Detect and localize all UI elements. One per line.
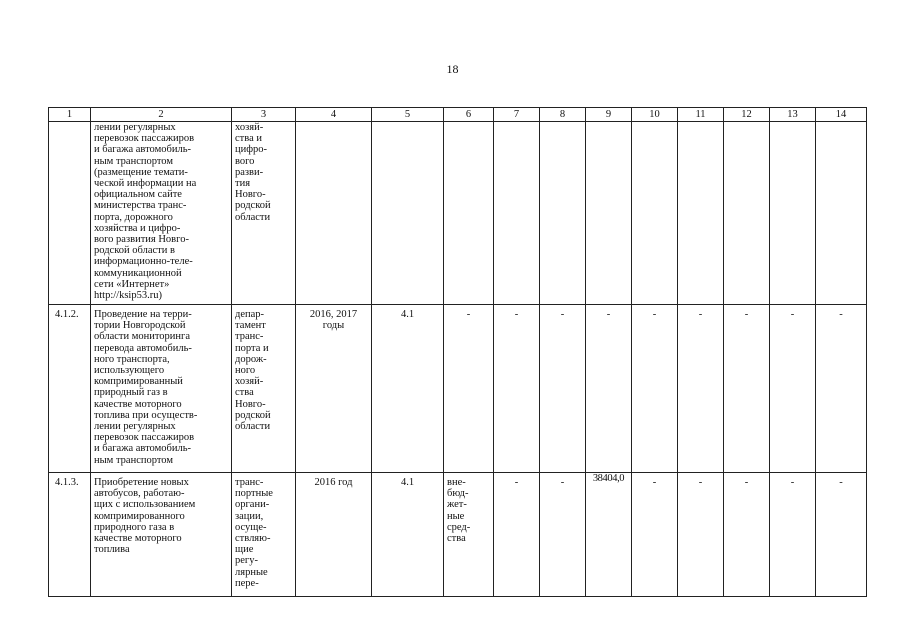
- activity-description: лении регулярных перевозок пассажиров и багажа автомобиль- ным транспортом (размещение темати- ческой информации на официальном сайте министерства транс- порта, дорожного хозяйства и цифро- вого развития Новго- родской области в информационно-теле- коммуникационной сети «Интернет» http://ksip53.ru): [94, 122, 197, 302]
- header-cell: 6: [444, 108, 494, 122]
- target-indicator: [372, 122, 444, 305]
- target-indicator: 4.1: [372, 305, 444, 473]
- header-cell: 5: [372, 108, 444, 122]
- header-cell: 1: [49, 108, 91, 122]
- activity-description: Приобретение новых автобусов, работаю- щих с использованием компримированного природного газа в качестве моторного топлива: [94, 477, 196, 556]
- executor: хозяй- ства и цифро- вого разви- тия Новго- родской области: [235, 122, 271, 223]
- value-cell: -: [678, 305, 724, 473]
- value-cell: -: [632, 305, 678, 473]
- table-row: [49, 305, 867, 473]
- header-row: [49, 108, 867, 122]
- value-cell: -: [632, 473, 678, 597]
- header-cell: 2: [91, 108, 232, 122]
- header-cell: 9: [586, 108, 632, 122]
- header-cell: 13: [770, 108, 816, 122]
- value-cell: [494, 122, 540, 305]
- header-cell: 3: [232, 108, 296, 122]
- term: 2016, 2017 годы: [309, 309, 358, 332]
- value-cell: [678, 122, 724, 305]
- row-number: 4.1.3.: [49, 473, 91, 597]
- value-cell: -: [724, 305, 770, 473]
- value-cell: -: [724, 473, 770, 597]
- value-cell: [586, 122, 632, 305]
- header-cell: 14: [816, 108, 867, 122]
- funding-source: -: [466, 309, 471, 320]
- value-cell: [540, 122, 586, 305]
- value-cell: -: [770, 473, 816, 597]
- page-number: 18: [446, 62, 459, 76]
- value-cell: -: [770, 305, 816, 473]
- table-row: [49, 122, 867, 305]
- value-cell: -: [494, 473, 540, 597]
- value-cell: [816, 122, 867, 305]
- value-cell: [632, 122, 678, 305]
- row-number: 4.1.2.: [49, 305, 91, 473]
- value-cell: -: [540, 473, 586, 597]
- value-cell: -: [540, 305, 586, 473]
- program-activities-table: [48, 107, 867, 597]
- funding-source: вне- бюд- жет- ные сред- ства: [447, 477, 471, 545]
- term: 2016 год: [314, 477, 353, 488]
- value-cell: -: [816, 305, 867, 473]
- target-indicator: 4.1: [372, 473, 444, 597]
- value-cell: [770, 122, 816, 305]
- header-cell: 12: [724, 108, 770, 122]
- row-number: [49, 122, 91, 305]
- activity-description: Проведение на терри- тории Новгородской области мониторинга перевода автомобиль- ного транспорта, использующего компримированный природный газ в качестве моторного топлива при осуществ- лении регулярных перевозок пассажиров и багажа автомобиль- ным транспортом: [94, 309, 198, 466]
- value-cell: -: [678, 473, 724, 597]
- table-row: [49, 473, 867, 597]
- executor: транс- портные органи- зации, осуще- ствляю- щие регу- лярные пере-: [235, 477, 273, 589]
- header-cell: 10: [632, 108, 678, 122]
- value-cell: -: [586, 305, 632, 473]
- value-cell: -: [816, 473, 867, 597]
- header-cell: 8: [540, 108, 586, 122]
- value-cell: 38404,0: [586, 473, 632, 597]
- header-cell: 4: [296, 108, 372, 122]
- header-cell: 11: [678, 108, 724, 122]
- header-cell: 7: [494, 108, 540, 122]
- executor: депар- тамент транс- порта и дорож- ного хозяй- ства Новго- родской области: [235, 309, 271, 433]
- value-cell: [724, 122, 770, 305]
- value-cell: -: [494, 305, 540, 473]
